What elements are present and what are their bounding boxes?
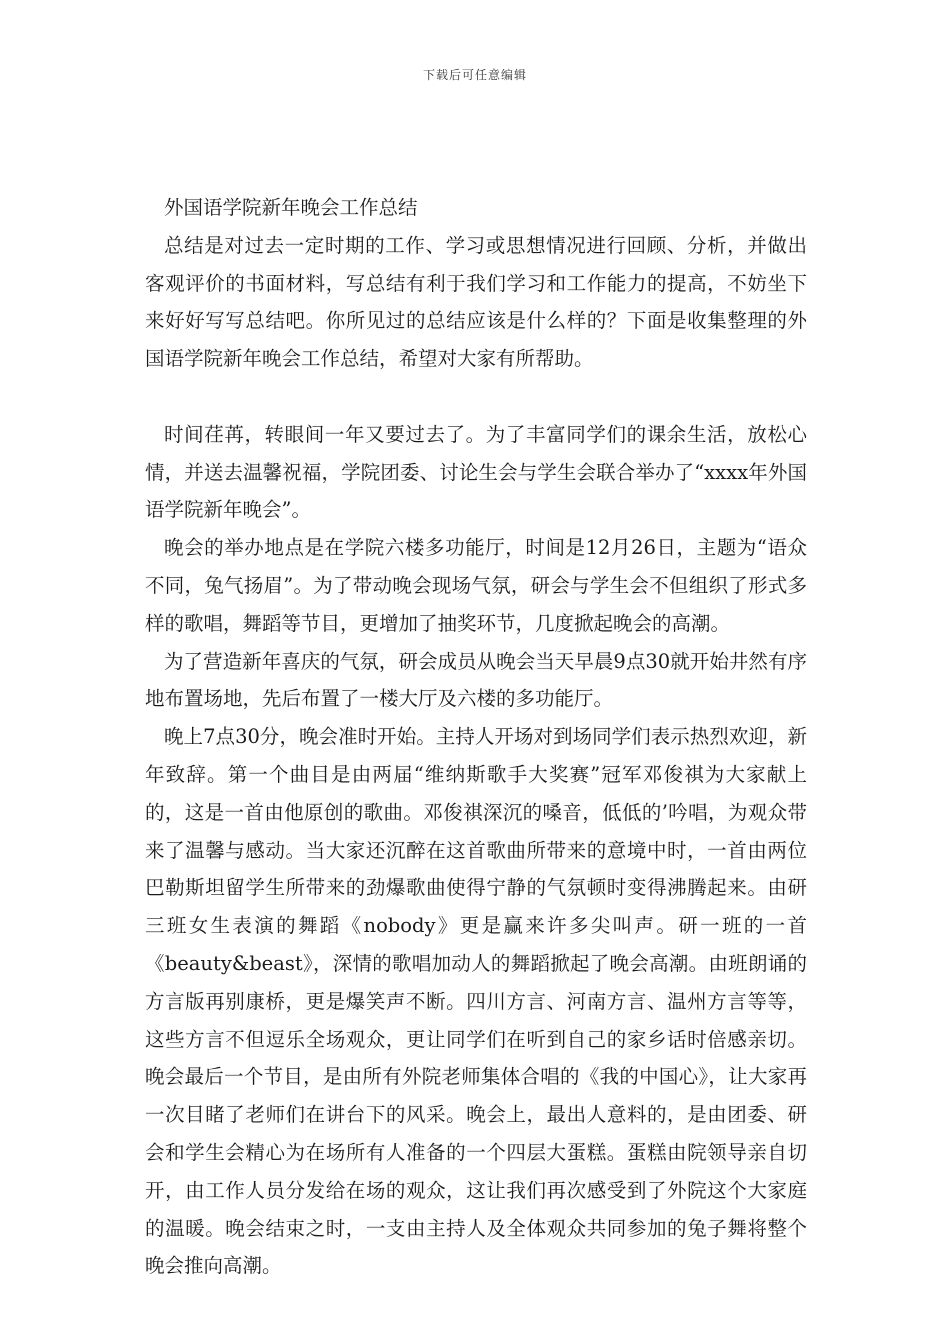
body-paragraph-2: 晚会的举办地点是在学院六楼多功能厅，时间是12月26日，主题为“语众不同，兔气扬眉”。为了带动晚会现场气氛，研会与学生会不但组织了形式多样的歌唱，舞蹈等节目，更增加了抽奖环节，几度掀起晚会的高潮。 xyxy=(145,536,807,635)
body-paragraph-4: 晚上7点30分，晚会准时开始。主持人开场对到场同学们表示热烈欢迎，新年致辞。第一个曲目是由两届“维纳斯歌手大奖赛”冠军邓俊祺为大家献上的，这是一首由他原创的歌曲。邓俊祺深沉的嗓音，低低的’吟唱，为观众带来了温馨与感动。当大家还沉醉在这首歌曲所带来的意境中时，一首由两位巴勒斯坦留学生所带来的劲爆歌曲使得宁静的气氛顿时变得沸腾起来。由研三班女生表演的舞蹈《nobody》更是赢来许多尖叫声。研一班的一首《beauty&beast》，深情的歌唱加动人的舞蹈掀起了晚会高潮。由班朗诵的方言版再别康桥，更是爆笑声不断。四川方言、河南方言、温州方言等等，这些方言不但逗乐全场观众，更让同学们在听到自己的家乡话时倍感亲切。晚会最后一个节目，是由所有外院老师集体合唱的《我的中国心》，让大家再一次目睹了老师们在讲台下的风采。晚会上，最出人意料的，是由团委、研会和学生会精心为在场所有人准备的一个四层大蛋糕。蛋糕由院领导亲自切开，由工作人员分发给在场的观众，这让我们再次感受到了外院这个大家庭的温暖。晚会结束之时，一支由主持人及全体观众共同参加的兔子舞将整个晚会推向高潮。 xyxy=(145,725,807,1278)
page-header: 下载后可任意编辑 xyxy=(422,68,527,82)
intro-paragraph: 总结是对过去一定时期的工作、学习或思想情况进行回顾、分析，并做出客观评价的书面材料，写总结有利于我们学习和工作能力的提高，不妨坐下来好好写写总结吧。你所见过的总结应该是什么样的？下面是收集整理的外国语学院新年晚会工作总结，希望对大家有所帮助。 xyxy=(145,233,807,371)
body-paragraph-1: 时间荏苒，转眼间一年又要过去了。为了丰富同学们的课余生活，放松心情，并送去温馨祝福，学院团委、讨论生会与学生会联合举办了“xxxx年外国语学院新年晚会”。 xyxy=(145,422,807,522)
paragraph-spacer xyxy=(145,378,807,416)
document-body xyxy=(145,189,807,1285)
body-paragraph-3: 为了营造新年喜庆的气氛，研会成员从晚会当天早晨9点30就开始井然有序地布置场地，先后布置了一楼大厅及六楼的多功能厅。 xyxy=(145,649,807,711)
document-title: 外国语学院新年晚会工作总结 xyxy=(164,196,418,219)
